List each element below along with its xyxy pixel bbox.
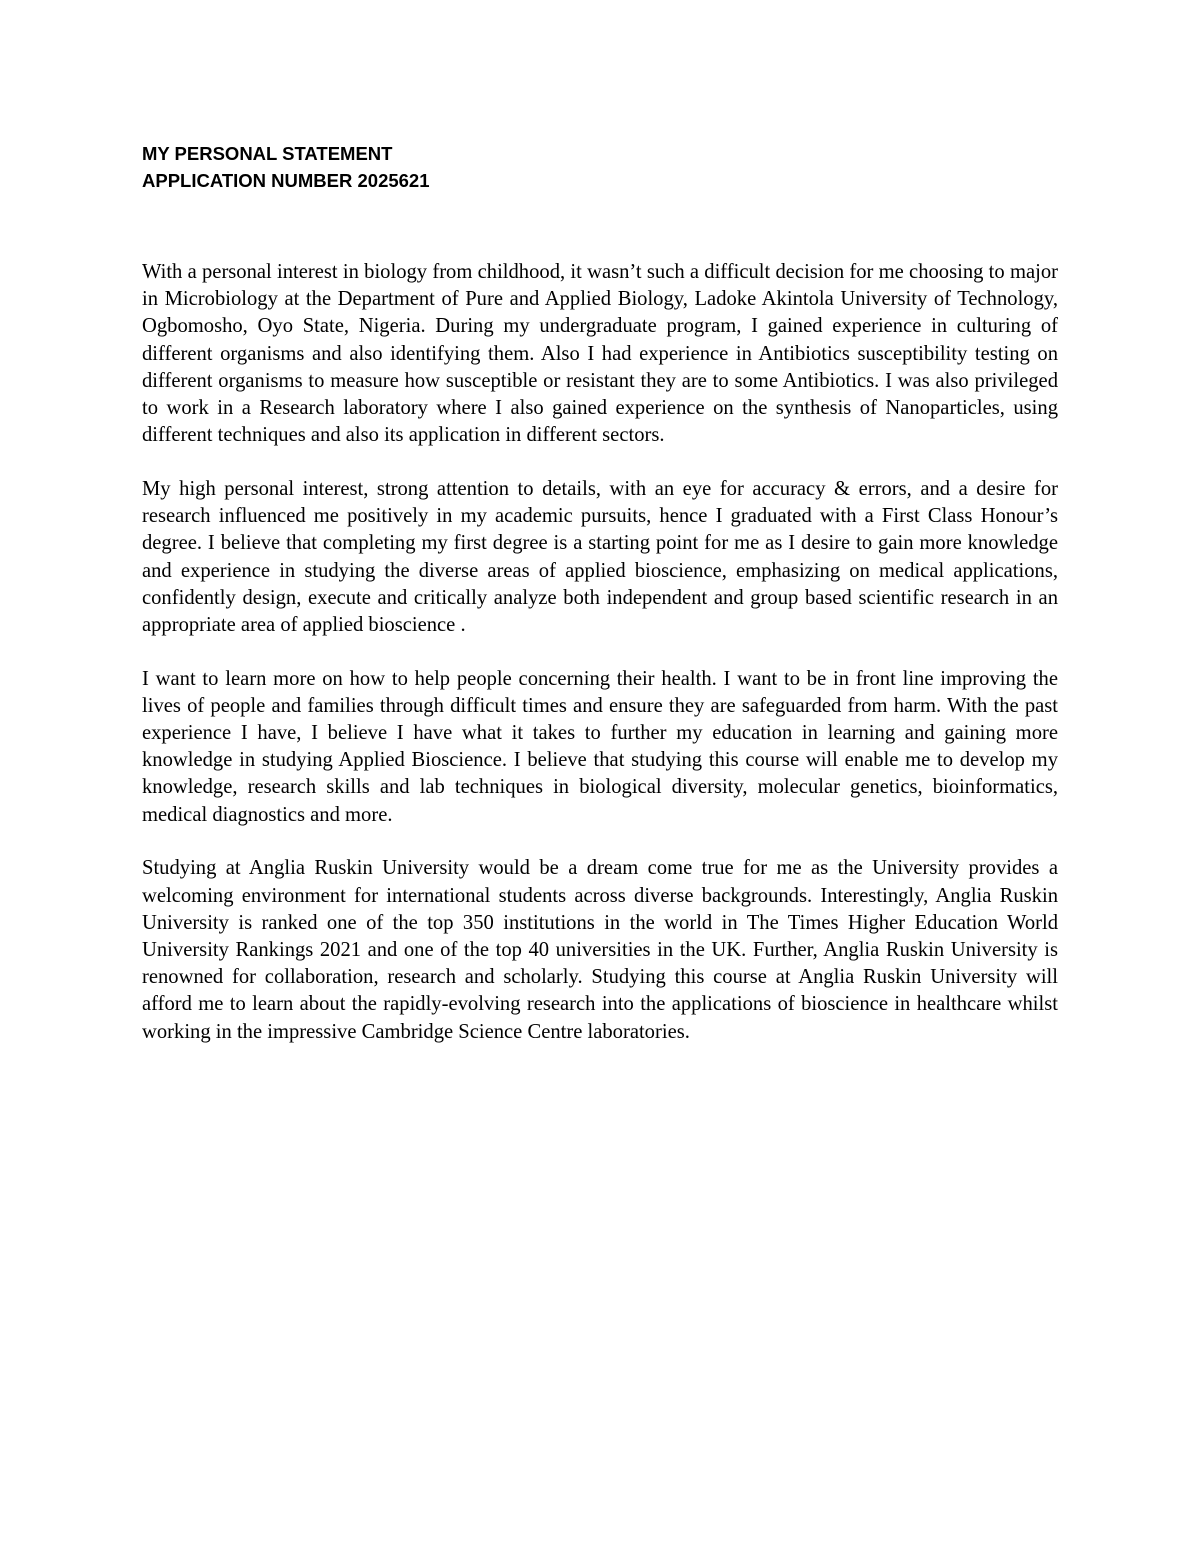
statement-body — [142, 259, 1058, 1046]
paragraph-background: With a personal interest in biology from childhood, it wasn’t such a difficult decision for me choosing to major in Microbiology at the Department of Pure and Applied Biology, Ladoke Akintola University of Technology, Ogbomosho, Oyo State, Nigeria. During my undergraduate program, I gained experience in culturing of different organisms and also identifying them. Also I had experience in Antibiotics susceptibility testing on different organisms to measure how susceptible or resistant they are to some Antibiotics. I was also privileged to work in a Research laboratory where I also gained experience on the synthesis of Nanoparticles, using different techniques and also its application in different sectors. — [142, 261, 1058, 447]
paragraph-university: Studying at Anglia Ruskin University would be a dream come true for me as the University provides a welcoming environment for international students across diverse backgrounds. Interestingly, Anglia Ruskin University is ranked one of the top 350 institutions in the world in The Times Higher Education World University Rankings 2021 and one of the top 40 universities in the UK. Further, Anglia Ruskin University is renowned for collaboration, research and scholarly. Studying this course at Anglia Ruskin University will afford me to learn about the rapidly-evolving research into the applications of bioscience in healthcare whilst working in the impressive Cambridge Science Centre laboratories. — [142, 857, 1058, 1043]
document-header — [142, 140, 1058, 194]
document-title: MY PERSONAL STATEMENT — [142, 143, 393, 164]
application-number: APPLICATION NUMBER 2025621 — [142, 170, 430, 191]
paragraph-goals: I want to learn more on how to help people concerning their health. I want to be in front line improving the lives of people and families through difficult times and ensure they are safeguarded from harm. With the past experience I have, I believe I have what it takes to further my education in learning and gaining more knowledge in studying Applied Bioscience. I believe that studying this course will enable me to develop my knowledge, research skills and lab techniques in biological diversity, molecular genetics, bioinformatics, medical diagnostics and more. — [142, 667, 1058, 826]
paragraph-motivation: My high personal interest, strong attention to details, with an eye for accuracy & errors, and a desire for research influenced me positively in my academic pursuits, hence I graduated with a First Class Honour’s degree. I believe that completing my first degree is a starting point for me as I desire to gain more knowledge and experience in studying the diverse areas of applied bioscience, emphasizing on medical applications, confidently design, execute and critically analyze both independent and group based scientific research in an appropriate area of applied bioscience . — [142, 477, 1058, 636]
